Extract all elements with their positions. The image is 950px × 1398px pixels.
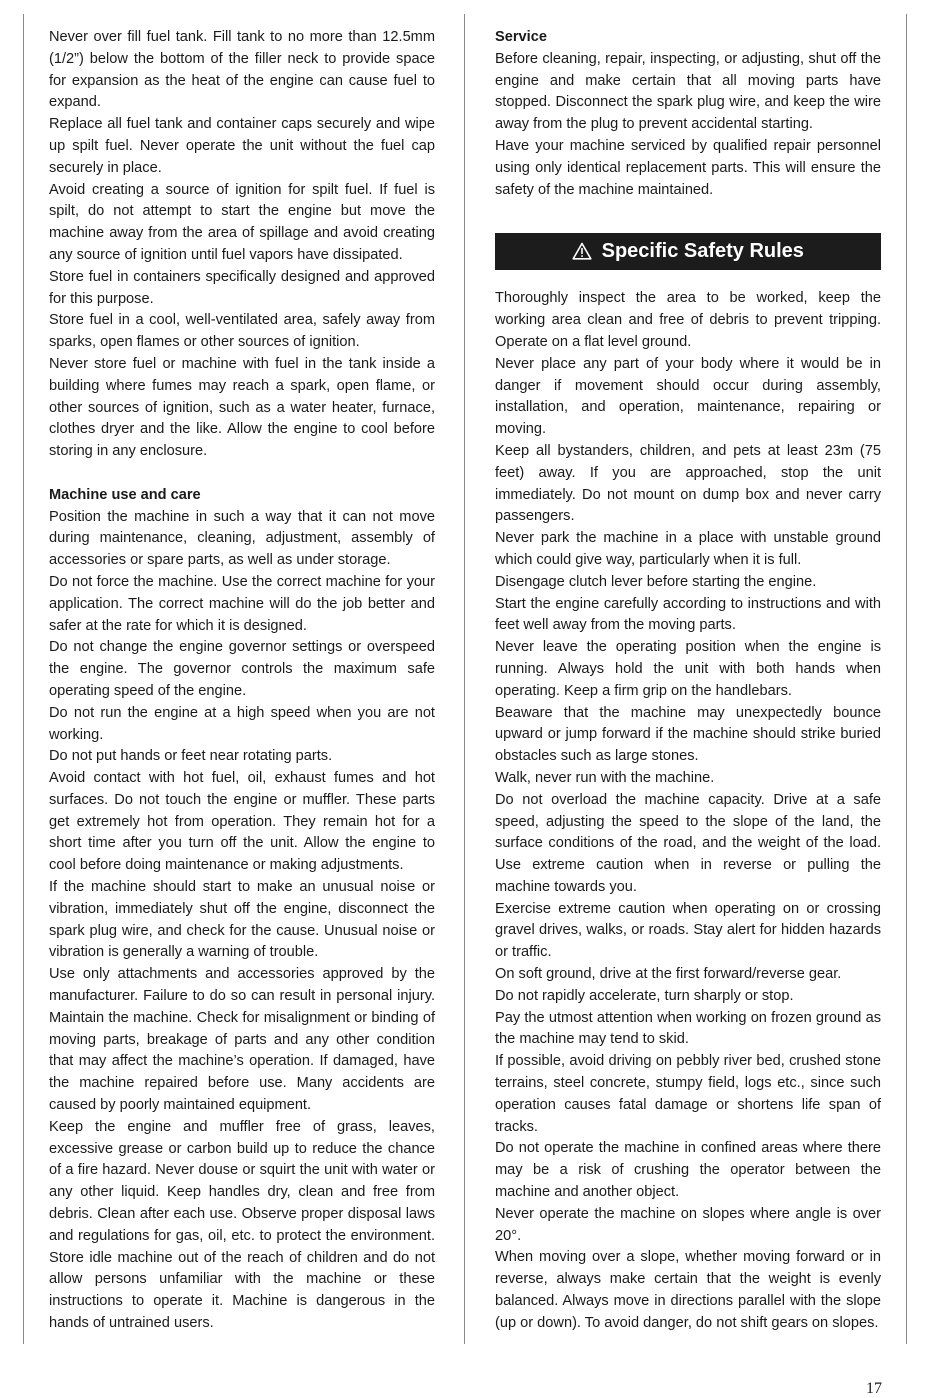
fuel-paragraph: Store fuel in containers specifically designed and approved for this purpose. [49,268,435,307]
machine-paragraph: Do not force the machine. Use the correct machine for your application. The correct machine will do the job better and safer at the rate for which it is designed. [49,573,435,634]
rule-paragraph: If possible, avoid driving on pebbly river bed, crushed stone terrains, steel concrete, stumpy field, logs etc., since such operation causes fatal damage or shortens life span of tracks. [495,1053,881,1135]
service-heading: Service [495,29,547,45]
machine-paragraph: Do not change the engine governor settings or overspeed the engine. The governor controls the maximum safe operating speed of the engine. [49,639,435,699]
machine-use-heading: Machine use and care [49,486,201,503]
left-border-rule [23,14,24,1344]
fuel-paragraph: Avoid creating a source of ignition for spilt fuel. If fuel is spilt, do not attempt to start the engine but move the machine away from the area of spillage and avoid creating any source of ignition until fuel vapors have dissipated. [49,181,435,263]
right-column [495,27,881,1335]
rule-paragraph: Beaware that the machine may unexpectedly bounce upward or jump forward if the machine should strike buried obstacles such as large stones. [495,704,881,765]
column-divider-rule [464,14,465,1344]
warning-triangle-icon [572,242,592,260]
machine-paragraph: Do not put hands or feet near rotating parts. [49,748,333,765]
rule-paragraph: Disengage clutch lever before starting the engine. [495,573,817,590]
section-spacer [49,463,435,485]
rule-paragraph: Never leave the operating position when the engine is running. Always hold the unit with both hands when operating. Keep a firm grip on the handlebars. [495,639,881,699]
fuel-paragraph: Never store fuel or machine with fuel in the tank inside a building where fumes may reach a spark, open flame, or other sources of ignition, such as a water heater, furnace, clothes dryer and the like. Allow the engine to cool before storing in any enclosure. [49,355,435,460]
machine-paragraph: Use only attachments and accessories approved by the manufacturer. Failure to do so can result in personal injury. Maintain the machine. Check for misalignment or binding of moving parts, breakage of parts and any other condition that may affect the machine’s operation. If damaged, have the machine repaired before use. Many accidents are caused by poorly maintained equipment. [49,966,435,1114]
rule-paragraph: When moving over a slope, whether moving forward or in reverse, always make certain that the weight is evenly balanced. Always move in directions parallel with the slope (up or down). To avoid danger, do not shift gears on slopes. [495,1249,881,1331]
rule-paragraph: Do not operate the machine in confined areas where there may be a risk of crushing the operator between the machine and another object. [495,1140,881,1201]
fuel-paragraph: Replace all fuel tank and container caps securely and wipe up spilt fuel. Never operate the unit without the fuel cap securely in place. [49,116,435,176]
service-paragraph: Before cleaning, repair, inspecting, or adjusting, shut off the engine and make certain that all moving parts have stopped. Disconnect the spark plug wire, and keep the wire away from the plug to prevent accidental starting. [495,50,881,133]
fuel-paragraph: Store fuel in a cool, well-ventilated area, safely away from sparks, open flames or other sources of ignition. [49,312,435,351]
rule-paragraph: On soft ground, drive at the first forward/reverse gear. [495,966,842,983]
rule-paragraph: Pay the utmost attention when working on frozen ground as the machine may tend to skid. [495,1009,881,1048]
rule-paragraph: Keep all bystanders, children, and pets at least 23m (75 feet) away. If you are approached, stop the unit immediately. Do not mount on dump box and never carry passengers. [495,442,881,525]
machine-paragraph: Position the machine in such a way that it can not move during maintenance, cleaning, adjustment, assembly of accessories or spare parts, as well as under storage. [49,508,435,569]
machine-paragraph: Keep the engine and muffler free of grass, leaves, excessive grease or carbon build up to reduce the chance of a fire hazard. Never douse or squirt the unit with water or any other liquid. Keep handles dry, clean and free from debris. Clean after each use. Observe proper disposal laws and regulations for gas, oil, etc. to protect the environment. Store idle machine out of the reach of children and do not allow persons unfamiliar with the machine or these instructions to operate it. Machine is dangerous in the hands of untrained users. [49,1118,435,1332]
rule-paragraph: Thoroughly inspect the area to be worked, keep the working area clean and free of debris to prevent tripping. Operate on a flat level ground. [495,290,881,350]
rule-paragraph: Never operate the machine on slopes where angle is over 20°. [495,1205,881,1244]
right-border-rule [906,14,907,1344]
rule-paragraph: Do not overload the machine capacity. Drive at a safe speed, adjusting the speed to the slope of the land, the surface conditions of the road, and the weight of the load. Use extreme caution when in reverse or pulling the machine towards you. [495,791,881,895]
machine-paragraph: If the machine should start to make an unusual noise or vibration, immediately shut off the engine, disconnect the spark plug wire, and check for the cause. Unusual noise or vibration is generally a warning of trouble. [49,879,435,961]
rule-paragraph: Walk, never run with the machine. [495,769,715,786]
rule-paragraph: Start the engine carefully according to instructions and with feet well away from the moving parts. [495,595,881,634]
banner-title: Specific Safety Rules [601,240,804,263]
machine-paragraph: Avoid contact with hot fuel, oil, exhaust fumes and hot surfaces. Do not touch the engine or muffler. These parts get extremely hot from operation. They remain hot for a short time after you turn off the unit. Allow the engine to cool before doing maintenance or making adjustments. [49,770,435,874]
left-column [49,27,435,1335]
rule-paragraph: Never park the machine in a place with unstable ground which could give way, particularly when it is full. [495,530,881,568]
rule-paragraph: Do not rapidly accelerate, turn sharply or stop. [495,987,794,1004]
rule-paragraph: Never place any part of your body where it would be in danger if movement should occur during assembly, installation, and operation, maintenance, repairing or moving. [495,355,881,438]
specific-safety-rules-banner [495,233,881,270]
page-number: 17 [866,1380,882,1397]
rule-paragraph: Exercise extreme caution when operating on or crossing gravel drives, walks, or roads. Stay alert for hidden hazards or traffic. [495,900,881,961]
machine-paragraph: Do not run the engine at a high speed when you are not working. [49,704,435,743]
service-paragraph: Have your machine serviced by qualified repair personnel using only identical replacement parts. This will ensure the safety of the machine maintained. [495,137,881,198]
fuel-paragraph: Never over fill fuel tank. Fill tank to no more than 12.5mm (1/2”) below the bottom of the filler neck to provide space for expansion as the heat of the engine can cause fuel to expand. [49,29,435,111]
